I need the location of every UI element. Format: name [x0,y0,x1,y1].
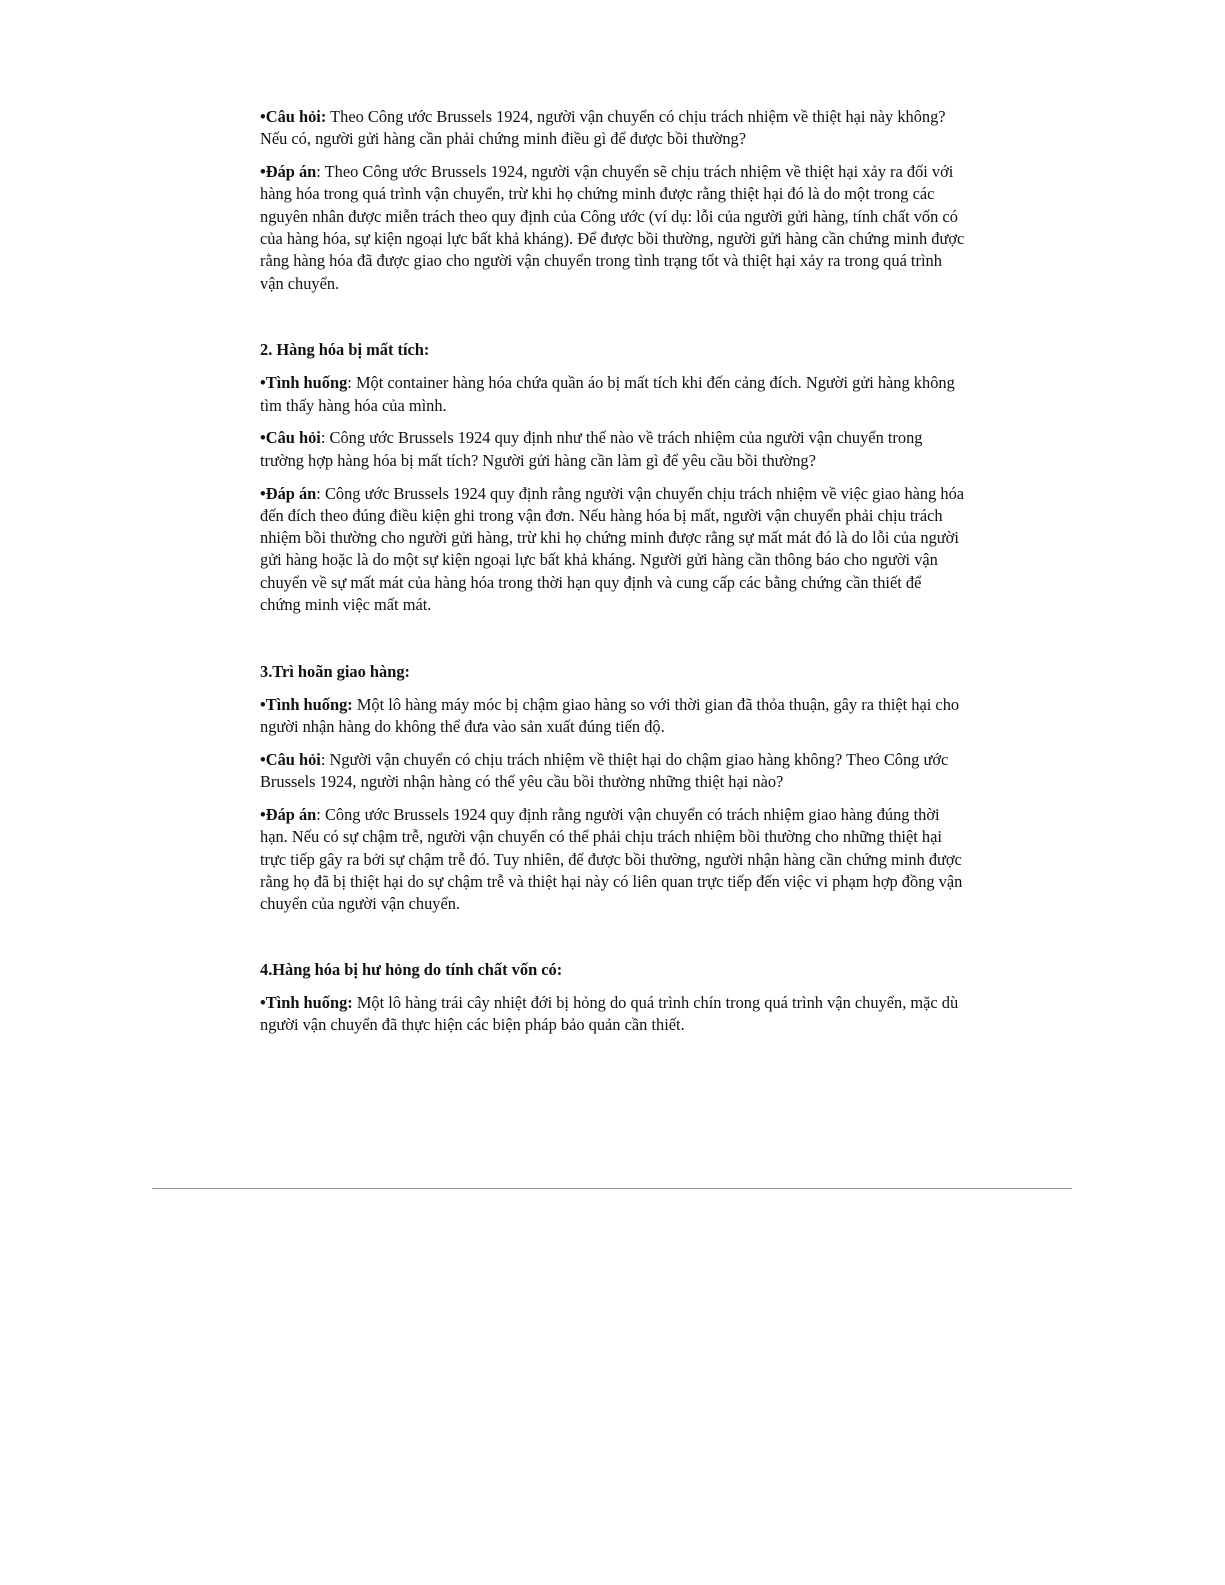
question-label: •Câu hỏi [260,428,321,448]
question-paragraph [260,106,965,151]
answer-label: •Đáp án [260,162,317,182]
situation-label: •Tình huống: [260,993,353,1013]
section-heading-4: 4.Hàng hóa bị hư hỏng do tính chất vốn có: [260,960,563,980]
situation-paragraph [260,372,965,417]
section-heading-2: 2. Hàng hóa bị mất tích: [260,340,430,360]
situation-text: : Một container hàng hóa chứa quần áo bị mất tích khi đến cảng đích. Người gửi hàng không tìm thấy hàng hóa của mình. [260,373,955,415]
answer-paragraph [260,161,965,295]
answer-text: : Công ước Brussels 1924 quy định rằng người vận chuyển chịu trách nhiệm về việc giao hàng hóa đến đích theo đúng điều kiện ghi trong vận đơn. Nếu hàng hóa bị mất, người vận chuyển phải chịu trách nhiệm bồi thường cho người gửi hàng, trừ khi họ chứng minh được rằng sự mất mát đó là do lỗi của người gửi hàng hoặc là do một sự kiện ngoại lực bất khả kháng. Người gửi hàng cần thông báo cho người vận chuyển về sự mất mát của hàng hóa trong thời hạn quy định và cung cấp các bằng chứng cần thiết để chứng minh việc mất mát. [260,483,965,615]
answer-label: •Đáp án [260,483,317,503]
answer-text: : Công ước Brussels 1924 quy định rằng người vận chuyển có trách nhiệm giao hàng đúng thời hạn. Nếu có sự chậm trễ, người vận chuyển có thể phải chịu trách nhiệm bồi thường cho những thiệt hại trực tiếp gây ra bởi sự chậm trễ đó. Tuy nhiên, để được bồi thường, người nhận hàng cần chứng minh được rằng họ đã bị thiệt hại do sự chậm trễ và thiệt hại này có liên quan trực tiếp đến việc vi phạm hợp đồng vận chuyển của người vận chuyển. [260,805,963,914]
question-paragraph [260,749,965,794]
section-spacer [260,926,965,959]
question-text: : Công ước Brussels 1924 quy định như thế nào về trách nhiệm của người vận chuyển trong trường hợp hàng hóa bị mất tích? Người gửi hàng cần làm gì để yêu cầu bồi thường? [260,428,923,470]
situation-paragraph [260,694,965,739]
answer-label: •Đáp án [260,805,317,825]
answer-paragraph [260,804,965,915]
page-divider [152,1188,1072,1189]
question-text: Theo Công ước Brussels 1924, người vận chuyển có chịu trách nhiệm về thiệt hại này không? Nếu có, người gửi hàng cần phải chứng minh điều gì để được bồi thường? [260,107,946,149]
section-heading-3: 3.Trì hoãn giao hàng: [260,661,410,681]
situation-label: •Tình huống [260,373,348,393]
question-label: •Câu hỏi [260,749,321,769]
question-paragraph [260,427,965,472]
situation-paragraph [260,992,965,1037]
situation-text: Một lô hàng máy móc bị chậm giao hàng so với thời gian đã thỏa thuận, gây ra thiệt hại cho người nhận hàng do không thể đưa vào sản xuất đúng tiến độ. [260,694,960,737]
question-text: : Người vận chuyển có chịu trách nhiệm về thiệt hại do chậm giao hàng không? Theo Công ước Brussels 1924, người nhận hàng có thể yêu cầu bồi thường những thiệt hại nào? [260,749,949,792]
section-spacer [260,305,965,339]
answer-paragraph [260,483,965,617]
situation-text: Một lô hàng trái cây nhiệt đới bị hỏng do quá trình chín trong quá trình vận chuyển, mặc dù người vận chuyển đã thực hiện các biện pháp bảo quản cần thiết. [260,993,959,1035]
situation-label: •Tình huống: [260,694,353,714]
section-spacer [260,627,965,661]
answer-text: : Theo Công ước Brussels 1924, người vận chuyển sẽ chịu trách nhiệm về thiệt hại xảy ra đối với hàng hóa trong quá trình vận chuyển, trừ khi họ chứng minh được rằng thiệt hại đó là do một trong các nguyên nhân được miễn trách theo quy định của Công ước (ví dụ: lỗi của người gửi hàng, tính chất vốn có của hàng hóa, sự kiện ngoại lực bất khả kháng). Để được bồi thường, người gửi hàng cần chứng minh được rằng hàng hóa đã được giao cho người vận chuyển trong tình trạng tốt và thiệt hại xảy ra trong quá trình vận chuyển. [260,162,965,293]
question-label: •Câu hỏi: [260,107,327,126]
document-page [260,106,965,1047]
